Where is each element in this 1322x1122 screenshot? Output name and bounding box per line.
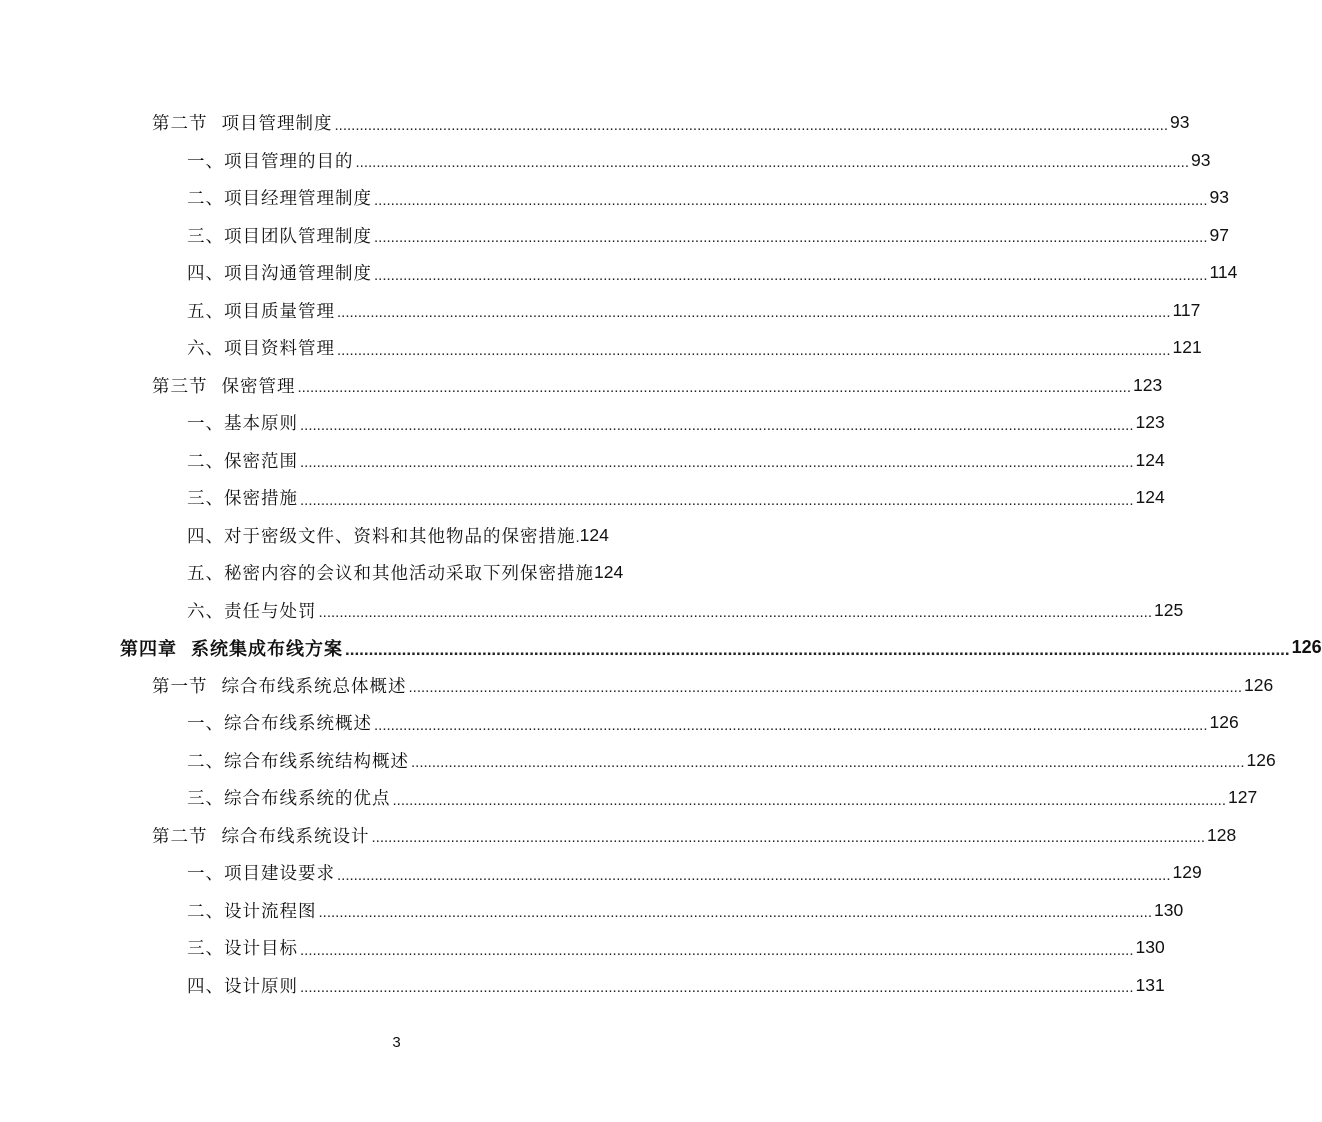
toc-section-entry[interactable] [0, 104, 1190, 142]
toc-subsection-entry[interactable] [0, 179, 1229, 217]
toc-section-entry[interactable] [0, 817, 1237, 855]
toc-page-number: 130 [1135, 937, 1165, 958]
toc-entry-number: 三、 [187, 789, 224, 810]
toc-subsection-entry[interactable] [0, 967, 1165, 1005]
toc-subsection-entry[interactable] [0, 592, 1184, 630]
toc-subsection-entry[interactable] [0, 442, 1165, 480]
toc-leader-dots: ........................................................................................................................................................................................................ [355, 154, 1189, 171]
toc-subsection-entry[interactable] [0, 554, 673, 592]
toc-subsection-entry[interactable] [0, 892, 1184, 930]
toc-subsection-entry[interactable] [0, 217, 1229, 255]
toc-page-number: 93 [1191, 149, 1211, 170]
toc-section-entry[interactable] [0, 367, 1163, 405]
toc-entry-number: 五、 [187, 301, 224, 322]
toc-leader-dots: ........................................................................................................................................................................................................ [300, 941, 1134, 959]
toc-entry-title: 保密范围 [224, 451, 298, 472]
toc-subsection-entry[interactable] [0, 742, 1276, 780]
table-of-contents [0, 104, 1322, 1004]
toc-entry-title: 项目经理管理制度 [224, 189, 372, 210]
toc-entry-number: 第二节 [152, 114, 208, 135]
toc-leader-dots: ........................................................................................................................................................................................................ [337, 866, 1171, 884]
toc-subsection-entry[interactable] [0, 704, 1239, 742]
toc-entry-title: 项目管理的目的 [224, 151, 354, 172]
toc-subsection-entry[interactable] [0, 329, 1202, 367]
toc-subsection-entry[interactable] [0, 292, 1201, 330]
toc-subsection-entry[interactable] [0, 517, 673, 555]
toc-leader-dots: ........................................................................................................................................................................................................ [408, 679, 1242, 696]
toc-subsection-entry[interactable] [0, 854, 1202, 892]
toc-leader-dots: ........................................................................................................................................................................................................ [374, 716, 1208, 734]
toc-leader-dots: ........................................................................................................................................................................................................ [374, 229, 1208, 246]
toc-page-number: 121 [1172, 337, 1202, 358]
toc-entry-label [187, 785, 391, 810]
toc-entry-label [187, 448, 298, 473]
toc-leader-dots: ........................................................................................................................................................................................................ [297, 379, 1131, 396]
toc-entry-title: 设计原则 [224, 976, 298, 997]
toc-entry-number: 六、 [187, 601, 224, 622]
toc-subsection-entry[interactable] [0, 479, 1165, 517]
toc-entry-title: 设计流程图 [224, 901, 317, 922]
toc-page-number: 124 [1135, 487, 1165, 508]
toc-entry-number: 一、 [187, 151, 224, 172]
toc-entry-number: 二、 [187, 189, 224, 210]
toc-entry-label [152, 110, 333, 135]
toc-entry-title: 综合布线系统概述 [224, 714, 372, 735]
toc-page-number: 129 [1172, 862, 1202, 883]
toc-subsection-entry[interactable] [0, 929, 1165, 967]
toc-leader-dots: ........................................................................................................................................................................................................ [371, 829, 1205, 846]
toc-page-number: 130 [1154, 899, 1184, 920]
toc-entry-title: 保密措施 [224, 489, 298, 510]
toc-entry-number: 三、 [187, 226, 224, 247]
toc-subsection-entry[interactable] [0, 779, 1258, 817]
toc-entry-label [187, 185, 372, 210]
toc-entry-label [187, 598, 317, 623]
toc-page-number: 124 [1135, 449, 1165, 470]
toc-entry-number: 五、 [187, 564, 224, 585]
toc-entry-number: 第三节 [152, 376, 208, 397]
toc-page-number: 126 [1244, 674, 1274, 695]
toc-leader-dots: ........................................................................................................................................................................................................ [345, 639, 1290, 659]
toc-page-number: 126 [1291, 637, 1322, 658]
toc-entry-number: 六、 [187, 339, 224, 360]
toc-entry-label [187, 973, 298, 998]
toc-page-number: 123 [1133, 374, 1163, 395]
toc-leader-dots: ........................................................................................................................................................................................................ [318, 604, 1152, 621]
toc-page-number: 97 [1209, 224, 1229, 245]
toc-entry-number: 一、 [187, 714, 224, 735]
toc-entry-title: 基本原则 [224, 414, 298, 435]
toc-entry-title: 项目质量管理 [224, 301, 335, 322]
toc-entry-label [187, 223, 372, 248]
toc-entry-label [187, 523, 576, 548]
toc-entry-label [187, 560, 594, 585]
toc-entry-label [152, 823, 370, 848]
toc-entry-number: 四、 [187, 264, 224, 285]
toc-subsection-entry[interactable] [0, 142, 1211, 180]
toc-page-number: 93 [1209, 187, 1229, 208]
toc-leader-dots: ........................................................................................................................................................................................................ [392, 791, 1226, 809]
toc-page-number: 128 [1207, 824, 1237, 845]
toc-leader-dots: ........................................................................................................................................................................................................ [337, 341, 1171, 359]
toc-entry-number: 第二节 [152, 826, 208, 847]
toc-entry-label [187, 485, 298, 510]
toc-entry-number: 二、 [187, 451, 224, 472]
toc-leader-dots: . [575, 529, 580, 546]
toc-entry-label [187, 748, 409, 773]
toc-page-number: 124 [594, 562, 624, 583]
toc-leader-dots: ........................................................................................................................................................................................................ [300, 416, 1134, 434]
toc-entry-label [187, 148, 354, 173]
toc-entry-title: 项目管理制度 [221, 114, 333, 135]
toc-entry-title: 项目建设要求 [224, 864, 335, 885]
toc-page-number: 126 [1209, 712, 1239, 733]
toc-leader-dots: ........................................................................................................................................................................................................ [318, 904, 1152, 921]
toc-entry-number: 二、 [187, 751, 224, 772]
toc-entry-number: 一、 [187, 864, 224, 885]
toc-leader-dots: ........................................................................................................................................................................................................ [300, 491, 1134, 509]
toc-entry-label [187, 410, 298, 435]
toc-entry-title: 保密管理 [221, 376, 296, 397]
toc-entry-label [187, 898, 317, 923]
toc-subsection-entry[interactable] [0, 404, 1165, 442]
toc-entry-title: 责任与处罚 [224, 601, 317, 622]
toc-page-number: 117 [1172, 299, 1201, 320]
toc-entry-label [187, 710, 372, 735]
toc-entry-title: 项目团队管理制度 [224, 226, 372, 247]
toc-page-number: 131 [1135, 974, 1165, 995]
toc-entry-title: 综合布线系统结构概述 [224, 751, 409, 772]
toc-entry-number: 二、 [187, 901, 224, 922]
toc-entry-number: 四、 [187, 526, 224, 547]
toc-entry-title: 系统集成布线方案 [191, 638, 343, 660]
toc-entry-label [187, 260, 372, 285]
toc-entry-number: 第四章 [120, 638, 177, 660]
toc-entry-label [120, 635, 343, 661]
page-number: 3 [392, 1034, 401, 1051]
toc-entry-title: 项目资料管理 [224, 339, 335, 360]
toc-entry-label [187, 860, 335, 885]
toc-entry-number: 三、 [187, 939, 224, 960]
toc-entry-title: 对于密级文件、资料和其他物品的保密措施 [224, 526, 576, 547]
toc-page-number: 124 [579, 524, 609, 545]
toc-page-number: 93 [1170, 112, 1190, 133]
toc-entry-number: 三、 [187, 489, 224, 510]
toc-page-number: 126 [1246, 749, 1276, 770]
toc-subsection-entry[interactable] [0, 254, 1238, 292]
toc-leader-dots: ........................................................................................................................................................................................................ [374, 191, 1208, 209]
toc-leader-dots: ........................................................................................................................................................................................................ [300, 454, 1134, 471]
toc-entry-label [152, 373, 296, 398]
toc-entry-title: 综合布线系统设计 [221, 826, 370, 847]
toc-page-number: 114 [1209, 262, 1238, 283]
toc-entry-label [187, 335, 335, 360]
toc-entry-number: 第一节 [152, 676, 208, 697]
toc-page-number: 123 [1135, 412, 1165, 433]
toc-leader-dots: ........................................................................................................................................................................................................ [334, 116, 1168, 134]
toc-entry-label [187, 935, 298, 960]
toc-leader-dots: ........................................................................................................................................................................................................ [374, 266, 1208, 284]
toc-entry-title: 综合布线系统的优点 [224, 789, 391, 810]
toc-chapter-entry[interactable] [0, 629, 1322, 667]
toc-page-number: 125 [1154, 599, 1184, 620]
toc-entry-title: 秘密内容的会议和其他活动采取下列保密措施 [224, 564, 594, 585]
toc-entry-title: 综合布线系统总体概述 [221, 676, 407, 697]
toc-entry-title: 项目沟通管理制度 [224, 264, 372, 285]
toc-entry-number: 四、 [187, 976, 224, 997]
toc-section-entry[interactable] [0, 667, 1274, 705]
toc-entry-label [187, 298, 335, 323]
toc-entry-title: 设计目标 [224, 939, 298, 960]
toc-entry-label [152, 673, 407, 698]
toc-entry-number: 一、 [187, 414, 224, 435]
toc-leader-dots: ........................................................................................................................................................................................................ [411, 754, 1245, 771]
toc-leader-dots: ........................................................................................................................................................................................................ [337, 304, 1171, 321]
toc-page-number: 127 [1228, 787, 1258, 808]
toc-leader-dots: ........................................................................................................................................................................................................ [300, 979, 1134, 996]
